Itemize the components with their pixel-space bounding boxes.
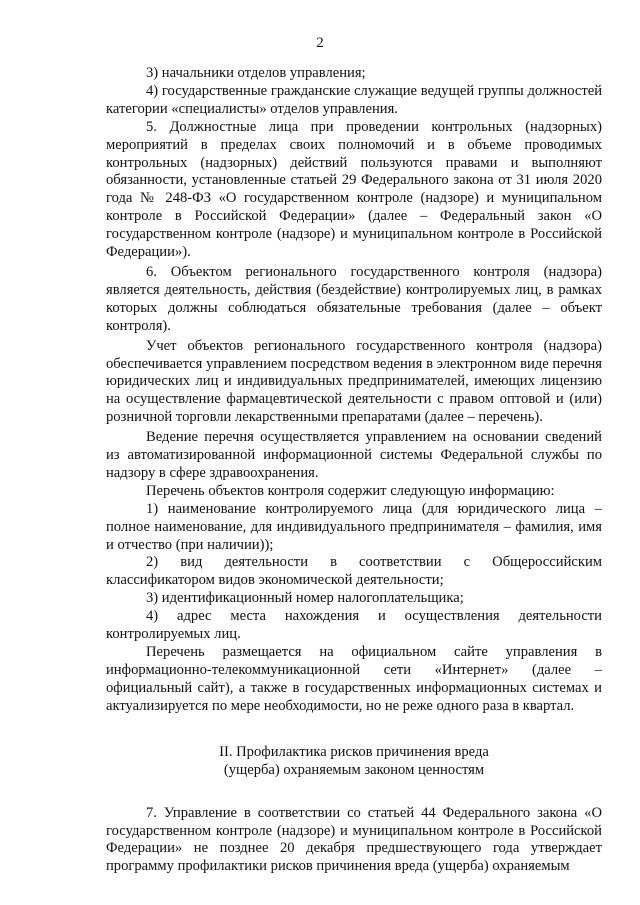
paragraph-contents-item-3: 3) идентификационный номер налогоплательщика; xyxy=(146,590,464,607)
paragraph-list-maintenance: Ведение перечня осуществляется управлением на основании сведений из автоматизированной информационной системы Федеральной службы по надзору в сфере здравоохранения. xyxy=(106,429,602,481)
page-number: 2 xyxy=(316,35,324,51)
section-heading-line-2: (ущерба) охраняемым законом ценностям xyxy=(223,761,485,778)
paragraph-contents-item-1: 1) наименование контролируемого лица (для юридического лица – полное наименование, для индивидуального предпринимателя – фамилия, имя и отчество (при наличии)); xyxy=(106,500,602,553)
paragraph-publication: Перечень размещается на официальном сайте управления в информационно-телекоммуникационной сети «Интернет» (далее – официальный сайт), а также в государственных информационных системах и актуализируется по мере необходимости, но не реже одного раза в квартал. xyxy=(106,644,602,714)
paragraph-objects-accounting: Учет объектов регионального государственного контроля (надзора) обеспечивается управлением посредством ведения в электронном виде перечня юридических лиц и индивидуальных предпринимателей, имеющих лицензию на осуществление фармацевтической деятельности с правом оптовой и (или) розничной торговли лекарственными препаратами (далее – перечень). xyxy=(106,337,602,426)
paragraph-contents-item-2: 2) вид деятельности в соответствии с Общероссийским классификатором видов экономической деятельности; xyxy=(106,554,602,589)
paragraph-clause-6: 6. Объектом регионального государственного контроля (надзора) является деятельность, действия (бездействие) контролируемых лиц, в рамках которых должны соблюдаться обязательные требования (далее – объект контроля). xyxy=(106,263,602,334)
paragraph-clause-5: 5. Должностные лица при проведении контрольных (надзорных) мероприятий в пределах своих полномочий и в объеме проводимых контрольных (надзорных) действий пользуются правами и выполняют обязанности, установленные статьей 29 Федерального закона от 31 июля 2020 года № 248-ФЗ «О государственном контроле (надзоре) и муниципальном контроле в Российской Федерации» (далее – Федеральный закон «О государственном контроле (надзоре) и муниципальном контроле в Российской Федерации»). xyxy=(106,118,602,261)
section-heading-line-1: II. Профилактика рисков причинения вреда xyxy=(219,743,489,760)
paragraph-list-item-4: 4) государственные гражданские служащие ведущей группы должностей категории «специалисты» отделов управления. xyxy=(106,82,602,117)
paragraph-list-contents: Перечень объектов контроля содержит следующую информацию: xyxy=(146,482,555,499)
paragraph-list-item-3: 3) начальники отделов управления; xyxy=(146,65,366,81)
paragraph-clause-7: 7. Управление в соответствии со статьей 44 Федерального закона «О государственном контроле (надзоре) и муниципальном контроле в Российской Федерации» не позднее 20 декабря предшествующего года утверждает программу профилактики рисков причинения вреда (ущерба) охраняемым xyxy=(106,804,602,875)
document-body xyxy=(106,65,602,876)
section-heading xyxy=(106,743,602,779)
paragraph-contents-item-4: 4) адрес места нахождения и осуществления деятельности контролируемых лиц. xyxy=(106,608,602,643)
